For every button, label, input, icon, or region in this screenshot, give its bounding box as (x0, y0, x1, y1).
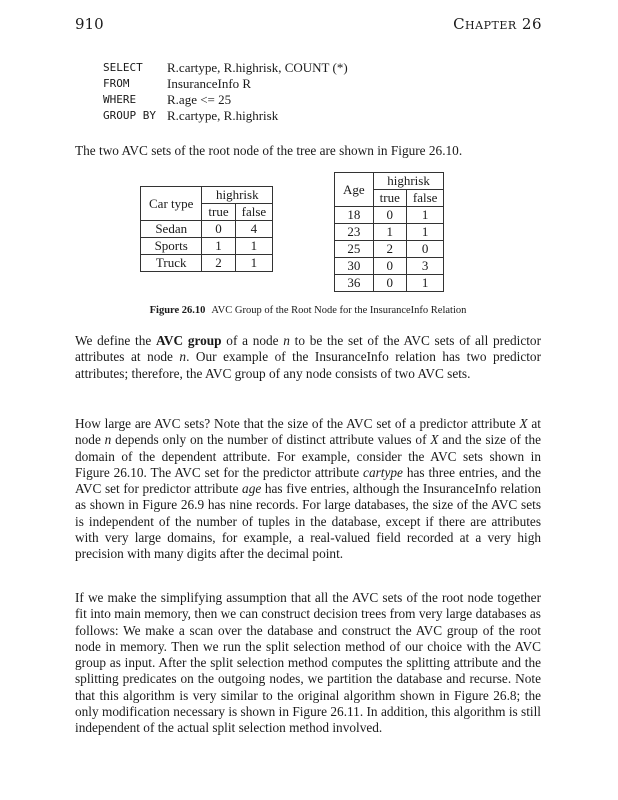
text-run: to be the set of the AVC sets of all predictor attributes at node (75, 333, 541, 365)
sql-from-line (103, 76, 348, 92)
table-row (335, 275, 444, 292)
table-cell: 1 (373, 224, 406, 241)
intro-paragraph: The two AVC sets of the root node of the tree are shown in Figure 26.10. (75, 143, 463, 158)
table-row (141, 238, 273, 255)
sql-query (103, 60, 348, 124)
table-row (335, 207, 444, 224)
text-run: at node (75, 416, 542, 448)
attribute-name: age (242, 481, 262, 497)
chapter-title: Chapter 26 (453, 15, 542, 33)
text-run: has five entries, although the InsuranceInfo relation as shown in Figure 26.9 has nine records. For large databases, the size of the AVC sets is independent of the number of tuples in the database, except if there are attributes with very large domains, for example, a real-valued field recorded at a very high precision with many digits after the decimal point. (75, 481, 541, 562)
table-cell: 4 (235, 221, 273, 238)
sql-clause: R.age <= 25 (167, 92, 232, 107)
table-row (335, 224, 444, 241)
table-cell: 0 (406, 241, 444, 258)
avc-table-age (334, 172, 444, 292)
table-cell: 0 (373, 207, 406, 224)
text-run: and the size of the domain of the dependent attribute. For example, consider the AVC sets shown in Figure 26.10. The AVC set for the predictor attribute (75, 432, 542, 480)
table-cell: 0 (373, 275, 406, 292)
table-cell: 1 (202, 238, 235, 255)
table-cell: Sports (141, 238, 202, 255)
table-cell: 1 (235, 255, 273, 272)
table-cell: 2 (373, 241, 406, 258)
figure-caption-text: AVC Group of the Root Node for the InsuranceInfo Relation (211, 305, 467, 316)
table-group-header: highrisk (202, 187, 273, 204)
table-cell: 1 (235, 238, 273, 255)
table-cell: 36 (335, 275, 374, 292)
sql-keyword: SELECT (103, 61, 143, 74)
table-col-true: true (373, 190, 406, 207)
sql-keyword: GROUP BY (103, 109, 156, 122)
sql-select-line (103, 60, 348, 76)
table-row (141, 221, 273, 238)
table-cell: 18 (335, 207, 374, 224)
math-var: n (104, 432, 112, 448)
table-cell: 0 (202, 221, 235, 238)
sql-clause: InsuranceInfo R (167, 76, 252, 91)
paragraph-construction: If we make the simplifying assumption that all the AVC sets of the root node together fit into main memory, then we can construct decision trees from very large databases as follows: We make a scan over the database and construct the AVC group of the root node in memory. Then we run the split selection method of our choice with the AVC group as input. After the split selection method computes the splitting attribute and the splitting predicates on the outgoing nodes, we partition the database and recurse. Note that this algorithm is very similar to the original algorithm shown in Figure 26.8; the only modification necessary is shown in Figure 26.11. In addition, this algorithm is still independent of the actual split selection method involved. (75, 590, 541, 736)
table-col-false: false (406, 190, 444, 207)
table-col-false: false (235, 204, 273, 221)
sql-clause: R.cartype, R.highrisk (167, 108, 279, 123)
table-cell: 1 (406, 275, 444, 292)
sql-clause: R.cartype, R.highrisk, COUNT (*) (167, 60, 348, 75)
text-run: . Our example of the InsuranceInfo relation has two predictor attributes; therefore, the AVC group of any node consists of two AVC sets. (75, 349, 542, 381)
table-cell: 1 (406, 207, 444, 224)
table-cell: 2 (202, 255, 235, 272)
page-number: 910 (75, 15, 104, 33)
attribute-name: cartype (363, 464, 403, 480)
sql-keyword: WHERE (103, 93, 137, 106)
table-row-header: Age (335, 173, 374, 207)
math-var: n (179, 349, 187, 365)
table-row (335, 241, 444, 258)
avc-table-cartype (140, 186, 273, 272)
table-cell: 30 (335, 258, 374, 275)
math-var: X (430, 432, 439, 448)
text-run: of a node (221, 333, 284, 348)
table-cell: 0 (373, 258, 406, 275)
table-cell: Sedan (141, 221, 202, 238)
sql-keyword: FROM (103, 77, 130, 90)
paragraph-avc-size (75, 416, 541, 563)
text-run: depends only on the number of distinct attribute values of (111, 432, 431, 448)
table-cell: Truck (141, 255, 202, 272)
table-row-header: Car type (141, 187, 202, 221)
table-row (335, 258, 444, 275)
table-row (141, 255, 273, 272)
sql-groupby-line (103, 108, 348, 124)
text-run: We define the (75, 333, 157, 348)
paragraph-avc-group (75, 333, 541, 382)
math-var: n (283, 333, 290, 348)
table-group-header: highrisk (373, 173, 444, 190)
table-cell: 1 (406, 224, 444, 241)
text-run: has three entries, and the AVC set for predictor attribute (75, 464, 541, 497)
table-col-true: true (202, 204, 235, 221)
defined-term: AVC group (156, 333, 222, 348)
figure-label: Figure 26.10 (149, 305, 206, 316)
math-var: X (519, 416, 528, 431)
sql-where-line (103, 92, 348, 108)
text-run: How large are AVC sets? Note that the size of the AVC set of a predictor attribute (75, 416, 520, 431)
figure-caption (75, 305, 541, 316)
table-cell: 3 (406, 258, 444, 275)
table-cell: 23 (335, 224, 374, 241)
table-cell: 25 (335, 241, 374, 258)
